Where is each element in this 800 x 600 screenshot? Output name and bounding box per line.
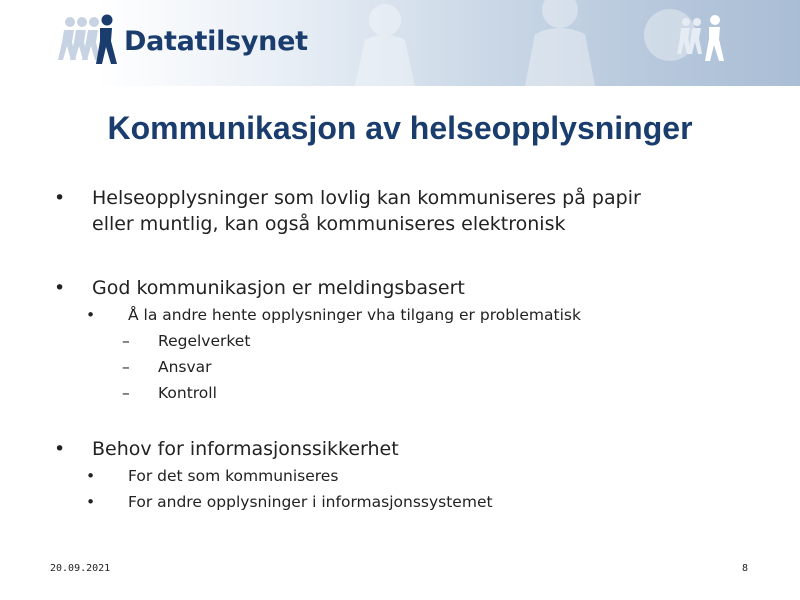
bullet-2-sub-1-item-1: Regelverket bbox=[158, 332, 251, 350]
sub-bullet-marker: • bbox=[86, 493, 96, 511]
bullet-1-line1: Helseopplysninger som lovlig kan kommuniseres på papir bbox=[92, 187, 641, 209]
logo-text: Datatilsynet bbox=[124, 26, 308, 57]
bullet-marker: • bbox=[54, 187, 66, 209]
bullet-2: God kommunikasjon er meldingsbasert bbox=[92, 277, 465, 299]
bullet-marker: • bbox=[54, 277, 66, 299]
bullet-marker: • bbox=[54, 438, 66, 460]
header-band bbox=[0, 0, 800, 86]
bullet-2-sub-1-item-2: Ansvar bbox=[158, 358, 212, 376]
dash-marker: – bbox=[122, 332, 130, 350]
dash-marker: – bbox=[122, 358, 130, 376]
sub-bullet-marker: • bbox=[86, 306, 96, 324]
page-number: 8 bbox=[742, 563, 749, 574]
footer-date: 20.09.2021 bbox=[50, 563, 111, 574]
header-decoration bbox=[0, 0, 800, 86]
bullet-2-sub-1: Å la andre hente opplysninger vha tilgang er problematisk bbox=[128, 306, 581, 324]
slide-title: Kommunikasjon av helseopplysninger bbox=[107, 110, 693, 146]
dash-marker: – bbox=[122, 384, 130, 402]
bullet-3: Behov for informasjonssikkerhet bbox=[92, 438, 399, 460]
logo-figure-icon bbox=[58, 15, 117, 65]
bullet-2-sub-1-item-3: Kontroll bbox=[158, 384, 217, 402]
bullet-1-line2: eller muntlig, kan også kommuniseres elektronisk bbox=[92, 213, 566, 235]
sub-bullet-marker: • bbox=[86, 467, 96, 485]
bullet-3-sub-2: For andre opplysninger i informasjonssystemet bbox=[128, 493, 493, 511]
bullet-3-sub-1: For det som kommuniseres bbox=[128, 467, 339, 485]
